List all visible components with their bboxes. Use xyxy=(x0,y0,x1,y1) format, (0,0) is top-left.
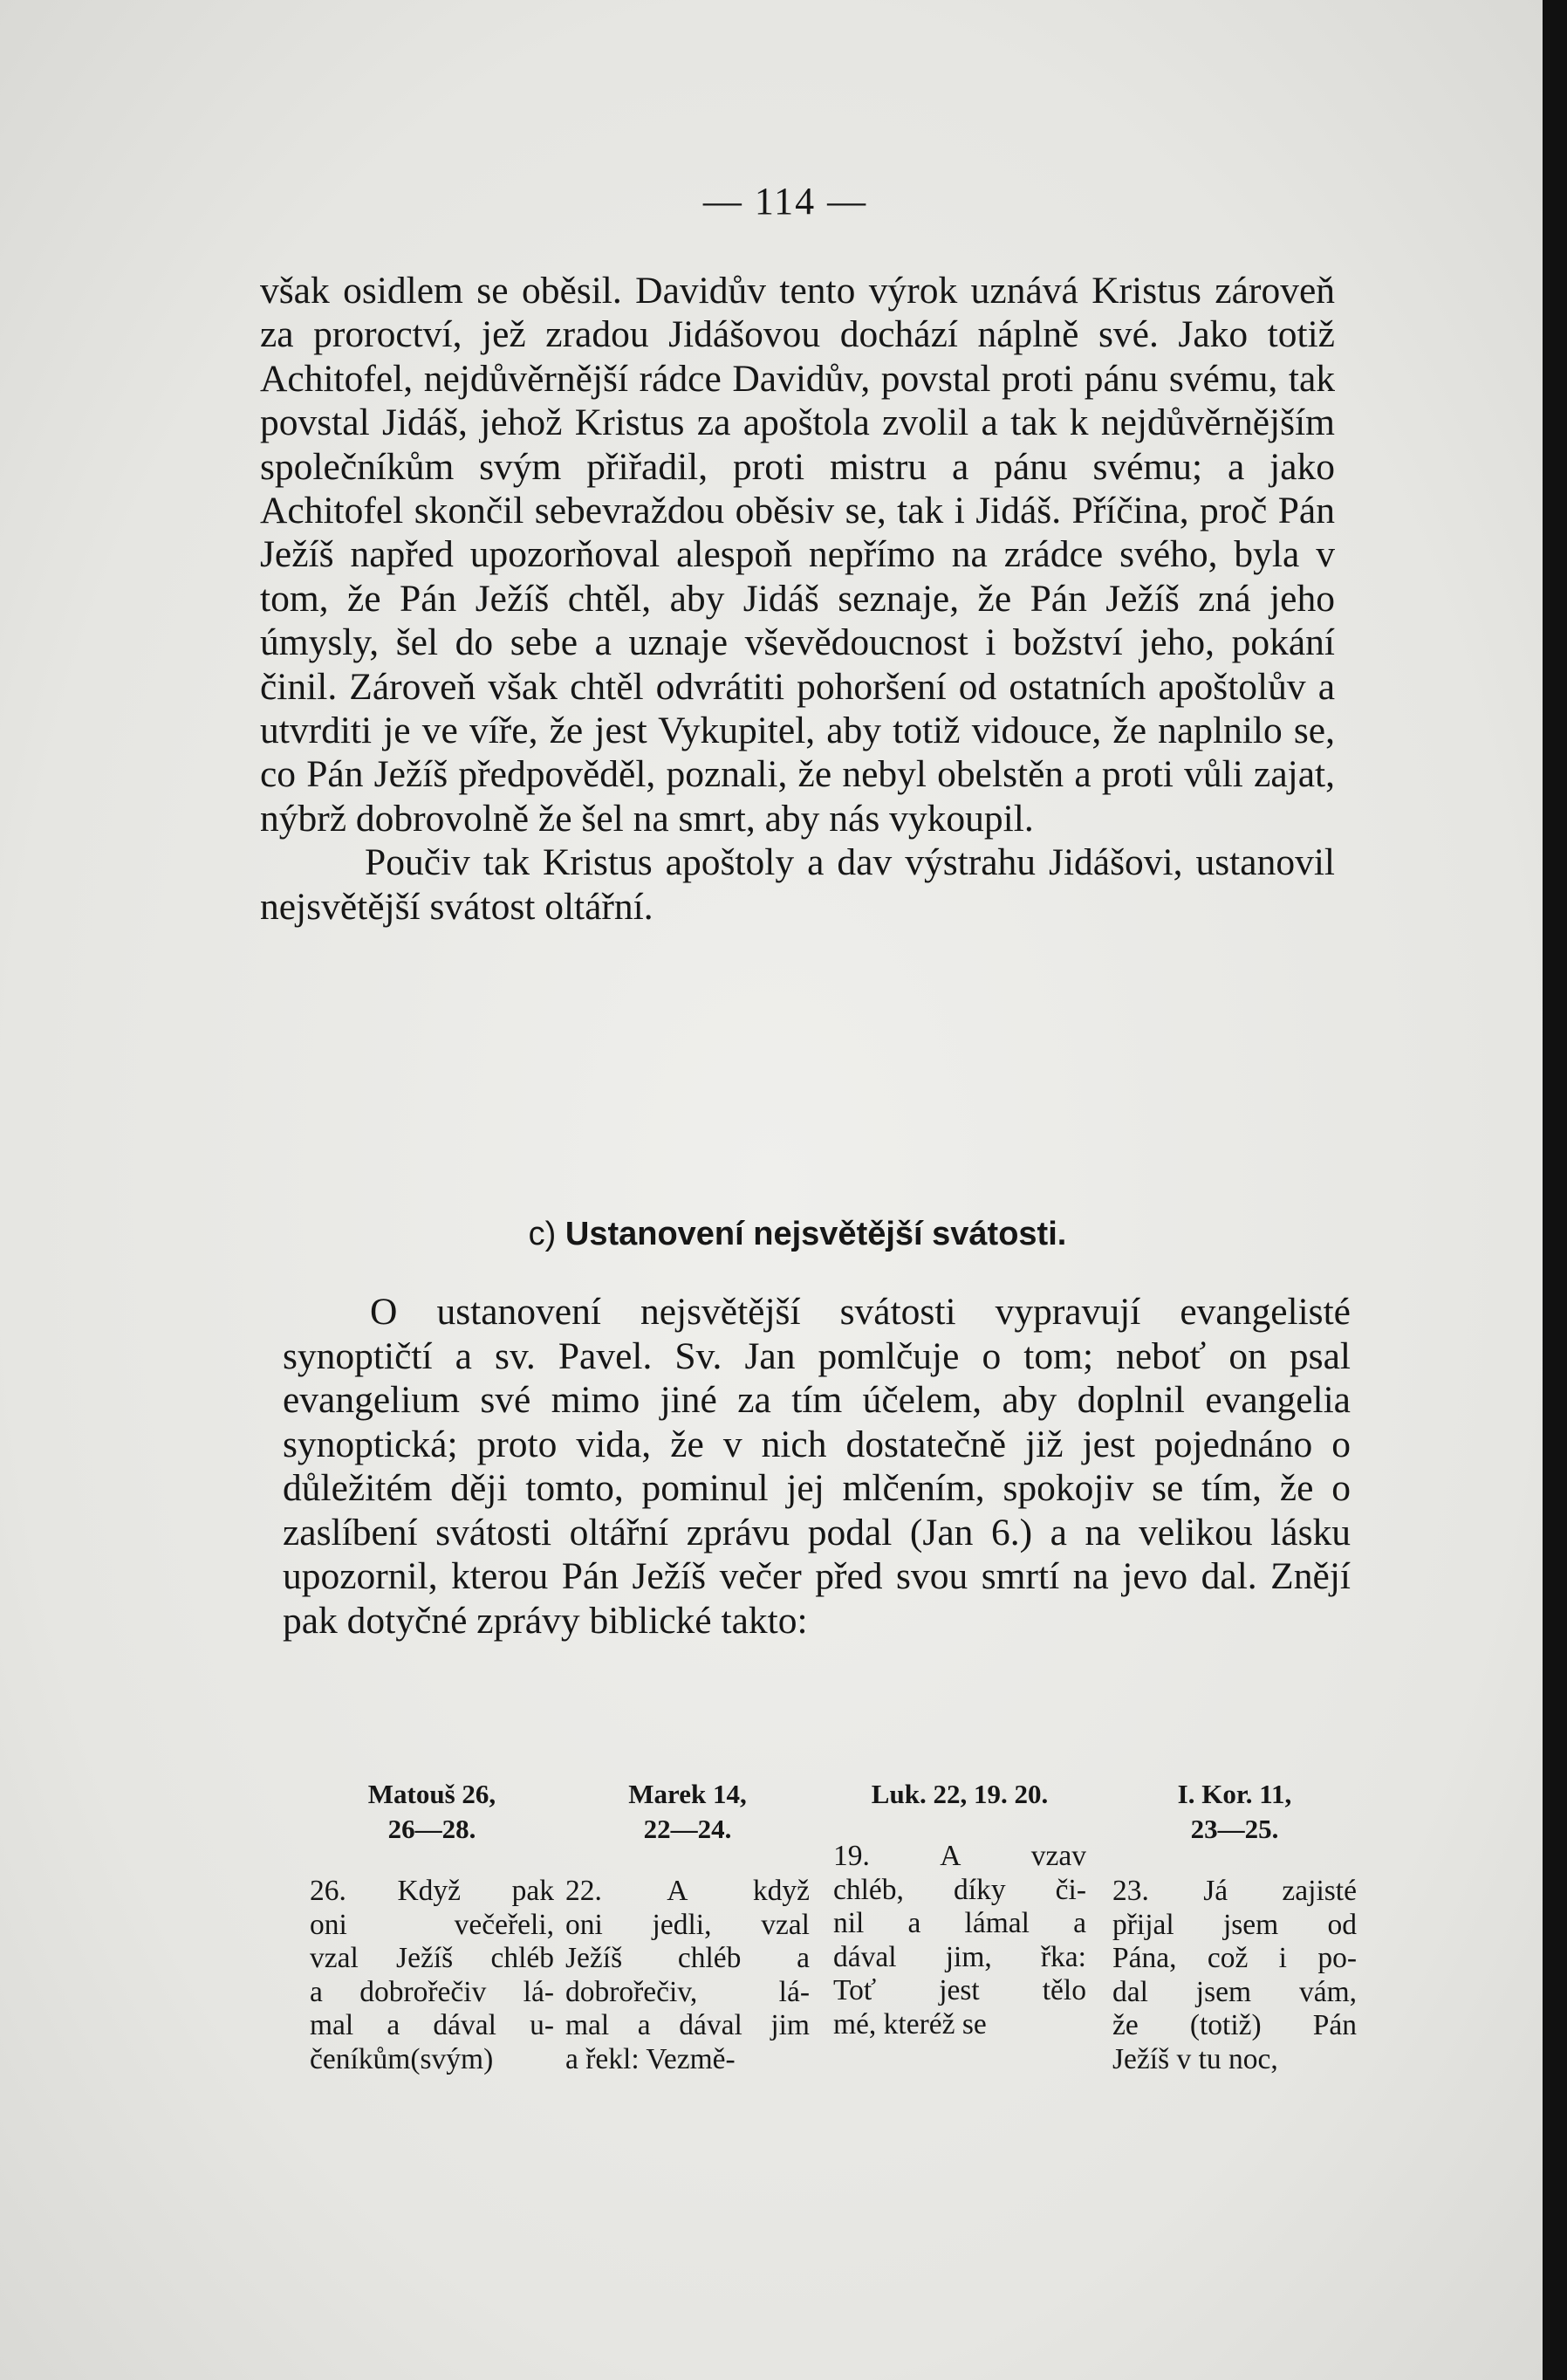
section-text xyxy=(283,1290,1351,1643)
column-heading: I. Kor. 11, 23—25. xyxy=(1177,1779,1292,1844)
column-line: oni večeřeli, xyxy=(310,1908,554,1941)
column-text xyxy=(833,1840,1086,2042)
column-line: vzal Ježíš chléb xyxy=(310,1942,554,1975)
column-matthew xyxy=(310,1777,554,2077)
column-line: 19. A vzav xyxy=(833,1840,1086,1872)
column-line: mé, kteréž se xyxy=(833,2007,987,2040)
column-line: Ježíš v tu noc, xyxy=(1112,2042,1278,2075)
column-line: přijal jsem od xyxy=(1112,1908,1357,1941)
column-line: Pána, což i po- xyxy=(1112,1942,1357,1975)
column-line: chléb, díky či- xyxy=(833,1873,1086,1906)
column-line: že (totiž) Pán xyxy=(1112,2009,1357,2042)
column-mark xyxy=(565,1777,810,2077)
column-text xyxy=(565,1875,810,2077)
column-line: dobrořečiv, lá- xyxy=(565,1975,810,2008)
column-line: mal a dával u- xyxy=(310,2009,554,2042)
paragraph: však osidlem se oběsil. Davidův tento výrok uznává Kristus zároveň za proroctví, jež zradou Jidášovou dochází náplně své. Jako totiž Achitofel, nejdůvěrnější rádce Davidův, povstal proti pánu svému, tak povstal Jidáš, jehož Kristus za apoštola zvolil a tak k nejdůvěrnějším společníkům svým přiřadil, proti mistru a pánu svému; a jako Achitofel skončil sebevraždou oběsiv se, tak i Jidáš. Příčina, proč Pán Ježíš napřed upozorňoval alespoň nepřímo na zrádce svého, byla v tom, že Pán Ježíš chtěl, aby Jidáš seznaje, že Pán Ježíš zná jeho úmysly, šel do sebe a uznaje vševědoucnost i božství jeho, pokání činil. Zároveň však chtěl odvrátiti pohoršení od ostatních apoštolův a utvrditi je ve víře, že jest Vykupitel, aby totiž vidouce, že naplnilo se, co Pán Ježíš předpověděl, poznali, že nebyl obelstěn a proti vůli zajat, nýbrž dobrovolně že šel na smrt, aby nás vykoupil. xyxy=(260,270,1335,840)
section-title: Ustanovení nejsvětější svátosti. xyxy=(565,1216,1067,1252)
paragraph: Poučiv tak Kristus apoštoly a dav výstrahu Jidášovi, ustanovil nejsvětější svátost oltářní. xyxy=(260,841,1335,928)
column-heading: Matouš 26, 26—28. xyxy=(367,1779,496,1844)
column-line: Ježíš chléb a xyxy=(565,1942,810,1975)
column-line: a dobrořečiv lá- xyxy=(310,1975,554,2008)
page-edge-shadow xyxy=(1543,0,1567,2380)
column-line: čeníkům(svým) xyxy=(310,2042,494,2075)
column-corinthians xyxy=(1112,1777,1357,2077)
page-number: — 114 — xyxy=(702,180,868,223)
section-heading xyxy=(260,1216,1335,1253)
section-label: c) xyxy=(528,1216,557,1252)
column-luke xyxy=(833,1777,1086,2042)
gospel-columns xyxy=(310,1777,1365,2109)
column-heading: Luk. 22, 19. 20. xyxy=(871,1779,1049,1809)
column-line: dával jim, řka: xyxy=(833,1940,1086,1973)
column-line: nil a lámal a xyxy=(833,1907,1086,1940)
column-line: 22. A když xyxy=(565,1875,810,1907)
column-text xyxy=(1112,1875,1357,2077)
paragraph: O ustanovení nejsvětější svátosti vypravují evangelisté synoptičtí a sv. Pavel. Sv. Jan pomlčuje o tom; neboť on psal evangelium své mimo jiné za tím účelem, aby doplnil evangelia synoptická; proto vida, že v nich dostatečně již jest pojednáno o důležitém ději tomto, pominul jej mlčením, spokojiv se tím, že o zaslíbení svátosti oltářní zprávu podal (Jan 6.) a na velikou lásku upozornil, kterou Pán Ježíš večer před svou smrtí na jevo dal. Znějí pak dotyčné zprávy biblické takto: xyxy=(283,1291,1351,1642)
column-heading: Marek 14, 22—24. xyxy=(628,1779,747,1844)
column-line: oni jedli, vzal xyxy=(565,1908,810,1941)
column-line: 23. Já zajisté xyxy=(1112,1875,1357,1907)
column-text xyxy=(310,1875,554,2077)
column-line: a řekl: Vezmě- xyxy=(565,2042,736,2075)
column-line: Toť jest tělo xyxy=(833,1974,1086,2007)
column-line: 26. Když pak xyxy=(310,1875,554,1907)
main-text xyxy=(260,269,1335,929)
column-line: dal jsem vám, xyxy=(1112,1975,1357,2008)
column-line: mal a dával jim xyxy=(565,2009,810,2042)
